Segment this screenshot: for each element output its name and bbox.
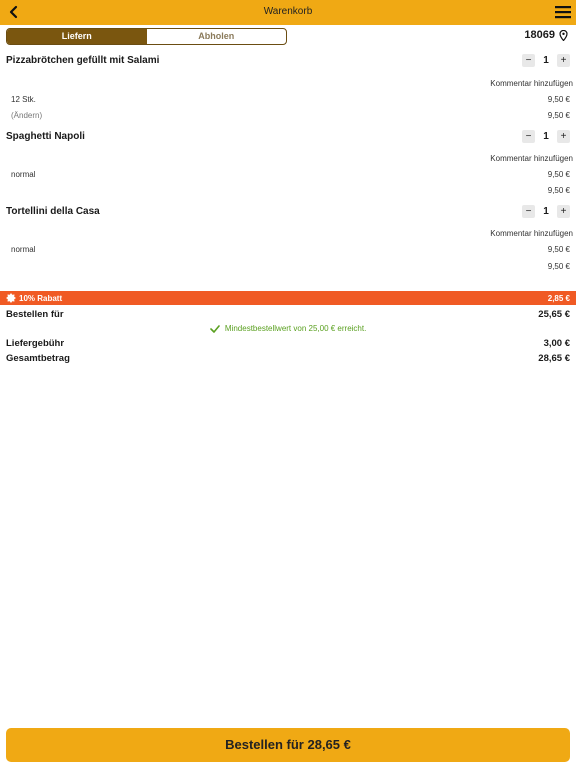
item-detail-row	[11, 111, 570, 120]
add-comment-link[interactable]: Kommentar hinzufügen	[490, 79, 573, 88]
increase-button[interactable]: +	[557, 205, 570, 218]
item-detail-row	[11, 186, 570, 195]
postal-code[interactable]	[524, 29, 568, 41]
page-title: Warenkorb	[263, 6, 313, 17]
delivery-mode-toggle	[6, 28, 287, 45]
quantity-value: 1	[543, 206, 549, 217]
location-pin-icon	[559, 30, 568, 41]
add-comment-link[interactable]: Kommentar hinzufügen	[490, 154, 573, 163]
item-detail-price: 9,50 €	[547, 245, 570, 254]
discount-label: 10% Rabatt	[19, 293, 63, 303]
total-value: 28,65 €	[538, 353, 570, 364]
decrease-button[interactable]: −	[522, 130, 535, 143]
postal-code-value: 18069	[524, 29, 555, 41]
item-name: Spaghetti Napoli	[6, 131, 85, 142]
item-detail-row	[11, 170, 570, 179]
item-detail-price: 9,50 €	[547, 95, 570, 104]
quantity-value: 1	[543, 55, 549, 66]
menu-button[interactable]	[555, 5, 571, 19]
min-order-text: Mindestbestellwert von 25,00 € erreicht.	[224, 324, 367, 333]
change-option-link[interactable]: (Ändern)	[11, 111, 43, 120]
quantity-value: 1	[543, 131, 549, 142]
item-detail-row	[11, 95, 570, 104]
item-name: Pizzabrötchen gefüllt mit Salami	[6, 55, 160, 66]
decrease-button[interactable]: −	[522, 54, 535, 67]
tab-abholen[interactable]: Abholen	[198, 31, 235, 41]
item-detail-row	[11, 262, 570, 271]
tab-liefern[interactable]: Liefern	[7, 29, 147, 44]
item-total-price: 9,50 €	[547, 111, 570, 120]
min-order-notice	[0, 324, 576, 333]
increase-button[interactable]: +	[557, 130, 570, 143]
decrease-button[interactable]: −	[522, 205, 535, 218]
increase-button[interactable]: +	[557, 54, 570, 67]
quantity-stepper	[522, 205, 570, 218]
delivery-fee-value: 3,00 €	[543, 338, 570, 349]
item-detail-row	[11, 245, 570, 254]
subtotal-value: 25,65 €	[538, 309, 570, 320]
item-detail-label: normal	[11, 170, 36, 179]
item-total-price: 9,50 €	[547, 262, 570, 271]
checkmark-icon	[210, 325, 220, 333]
place-order-button[interactable]: Bestellen für 28,65 €	[6, 728, 570, 762]
delivery-fee-label: Liefergebühr	[6, 338, 65, 349]
item-name: Tortellini della Casa	[6, 206, 100, 217]
quantity-stepper	[522, 54, 570, 67]
header-bar	[0, 0, 576, 25]
hamburger-menu-icon	[555, 5, 571, 19]
discount-badge-icon	[6, 293, 16, 303]
discount-label-group	[6, 293, 62, 303]
discount-amount: 2,85 €	[547, 294, 570, 303]
discount-bar	[0, 291, 576, 305]
item-detail-label: 12 Stk.	[11, 95, 36, 104]
item-total-price: 9,50 €	[547, 186, 570, 195]
add-comment-link[interactable]: Kommentar hinzufügen	[490, 229, 573, 238]
item-detail-price: 9,50 €	[547, 170, 570, 179]
subtotal-row	[6, 309, 570, 320]
item-detail-label: normal	[11, 245, 36, 254]
subtotal-label: Bestellen für	[6, 309, 64, 320]
quantity-stepper	[522, 130, 570, 143]
total-row	[6, 353, 570, 364]
total-label: Gesamtbetrag	[6, 353, 70, 364]
delivery-fee-row	[6, 338, 570, 349]
